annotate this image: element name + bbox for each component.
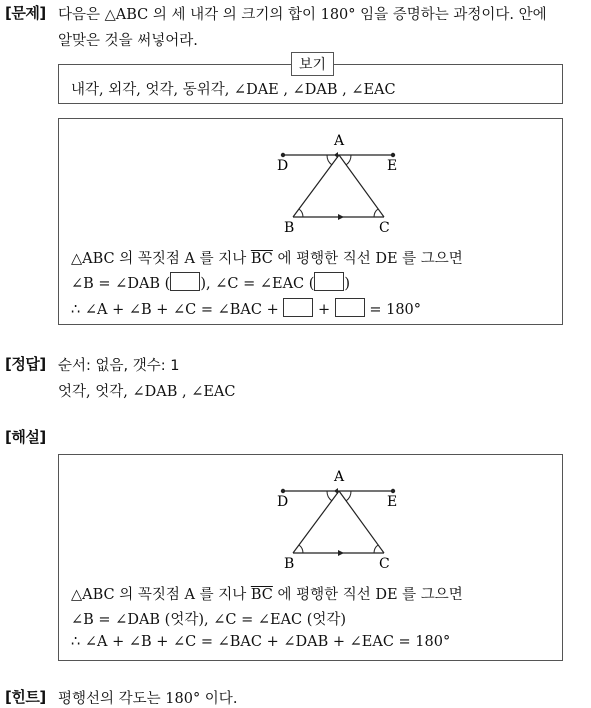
- bogi-label: 보기: [291, 52, 334, 76]
- explanation-box: [58, 454, 563, 661]
- blank-1[interactable]: [170, 272, 200, 291]
- problem-text-line2: 알맞은 것을 써넣어라.: [58, 33, 198, 49]
- answer-line2: 엇각, 엇각, ∠DAB , ∠EAC: [58, 384, 236, 400]
- explanation-line3: ∴ ∠A + ∠B + ∠C = ∠BAC + ∠DAB + ∠EAC = 180°: [71, 634, 451, 650]
- blank-4[interactable]: [335, 298, 365, 317]
- bogi-box: [58, 57, 563, 104]
- label-d: D: [277, 158, 289, 174]
- bogi-text: 내각, 외각, 엇각, 동위각, ∠DAE , ∠DAB , ∠EAC: [71, 82, 396, 98]
- explanation-label: [해설]: [5, 428, 46, 446]
- label-e: E: [387, 494, 398, 510]
- proof-line2: ∠B = ∠DAB ( ), ∠C = ∠EAC ( ): [71, 272, 350, 292]
- label-d: D: [277, 494, 289, 510]
- label-b: B: [284, 220, 295, 235]
- blank-3[interactable]: [283, 298, 313, 317]
- explanation-line2: ∠B = ∠DAB (엇각), ∠C = ∠EAC (엇각): [71, 612, 347, 628]
- answer-line1: 순서: 없음, 갯수: 1: [58, 358, 180, 374]
- blank-2[interactable]: [314, 272, 344, 291]
- answer-label: [정답]: [5, 355, 46, 373]
- problem-text-line1: 다음은 △ABC 의 세 내각 의 크기의 합이 180° 임을 증명하는 과정이다. 안에: [58, 7, 547, 23]
- label-b: B: [284, 556, 295, 571]
- label-e: E: [387, 158, 398, 174]
- hint-label: [힌트]: [5, 688, 46, 706]
- segment-bc: $\overline{BC}$: [250, 251, 273, 267]
- segment-bc: $\overline{BC}$: [250, 587, 273, 603]
- hint-text: 평행선의 각도는 180° 이다.: [58, 691, 238, 707]
- problem-label: [문제]: [5, 4, 46, 22]
- label-a: A: [334, 133, 345, 149]
- label-a: A: [334, 469, 345, 485]
- triangle-diagram: [271, 125, 431, 235]
- proof-line1: △ABC 의 꼭짓점 A 를 지나 $\overline{BC}$ 에 평행한 직선 DE 를 그으면: [71, 251, 463, 267]
- label-c: C: [379, 556, 390, 571]
- triangle-diagram-explanation: [271, 461, 431, 571]
- proof-box: [58, 118, 563, 325]
- label-c: C: [379, 220, 390, 235]
- explanation-line1: △ABC 의 꼭짓점 A 를 지나 $\overline{BC}$ 에 평행한 직선 DE 를 그으면: [71, 587, 463, 603]
- proof-line3: ∴ ∠A + ∠B + ∠C = ∠BAC + + = 180°: [71, 298, 421, 318]
